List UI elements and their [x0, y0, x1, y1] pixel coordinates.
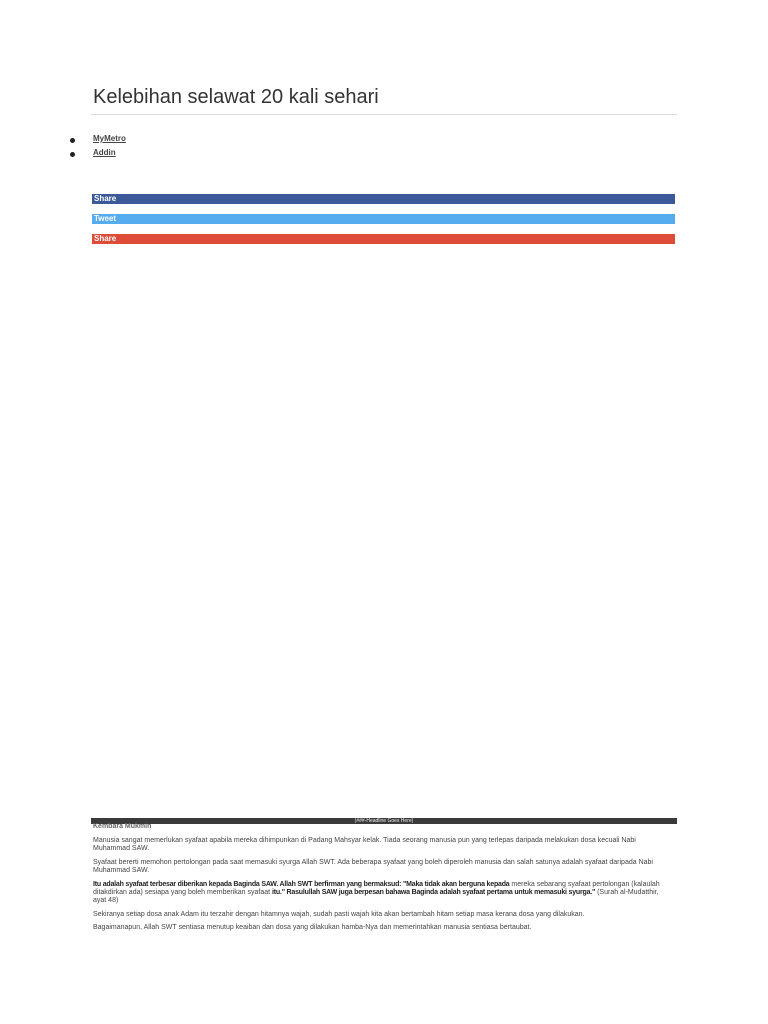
article-paragraph: Bagaimanapun, Allah SWT sentiasa menutup keaiban dan dosa yang dilakukan hamba-Nya dan memerintahkan manusia sentiasa bertaubat. [93, 924, 532, 932]
page-title: Kelebihan selawat 20 kali sehari [93, 86, 379, 108]
breadcrumb-link-addin[interactable]: Addin [93, 148, 116, 157]
facebook-share-button[interactable]: Share [92, 194, 675, 204]
title-divider [91, 114, 677, 115]
twitter-tweet-button[interactable]: Tweet [92, 214, 675, 224]
bullet-icon [70, 152, 75, 157]
article-author: Kembara Mukmin [93, 823, 152, 830]
headline-bar: (###-Headline Goes Here) [91, 818, 677, 824]
article-paragraph: Syafaat bererti memohon pertolongan pada saat memasuki syurga Allah SWT. Ada beberapa syafaat yang boleh diperoleh manusia dan salah satunya adalah syafaat daripada Nabi Muhammad SAW. [93, 858, 653, 875]
article-paragraph: Manusia sangat memerlukan syafaat apabila mereka dihimpunkan di Padang Mahsyar kelak. Tiada seorang manusia pun yang terlepas daripada melakukan dosa kecuali Nabi Muhammad SAW. [93, 837, 636, 853]
article-bold-text: Itu adalah syafaat terbesar diberikan kepada Baginda SAW. Allah SWT berfirman yang bermaksud: "Maka tidak akan berguna kepada [93, 880, 510, 888]
article-text: mereka sebarang syafaat pertolongan (kalaulah ditakdirkan ada) sesiapa yang boleh memberikan syafaat [93, 880, 660, 897]
breadcrumb-link-mymetro[interactable]: MyMetro [93, 134, 126, 143]
bullet-icon [70, 138, 75, 143]
google-share-button[interactable]: Share [92, 234, 675, 244]
article-bold-text: itu." Rasulullah SAW juga berpesan bahawa Baginda adalah syafaat pertama untuk memasuki syurga." [272, 889, 596, 897]
article-paragraph [93, 881, 663, 906]
article-body [93, 837, 663, 938]
article-text: (Surah al-Mudatthir, ayat 48) [93, 889, 659, 905]
article-paragraph: Sekiranya setiap dosa anak Adam itu terzahir dengan hitamnya wajah, sudah pasti wajah kita akan bertambah hitam setiap masa kerana dosa yang dilakukan. [93, 910, 585, 918]
